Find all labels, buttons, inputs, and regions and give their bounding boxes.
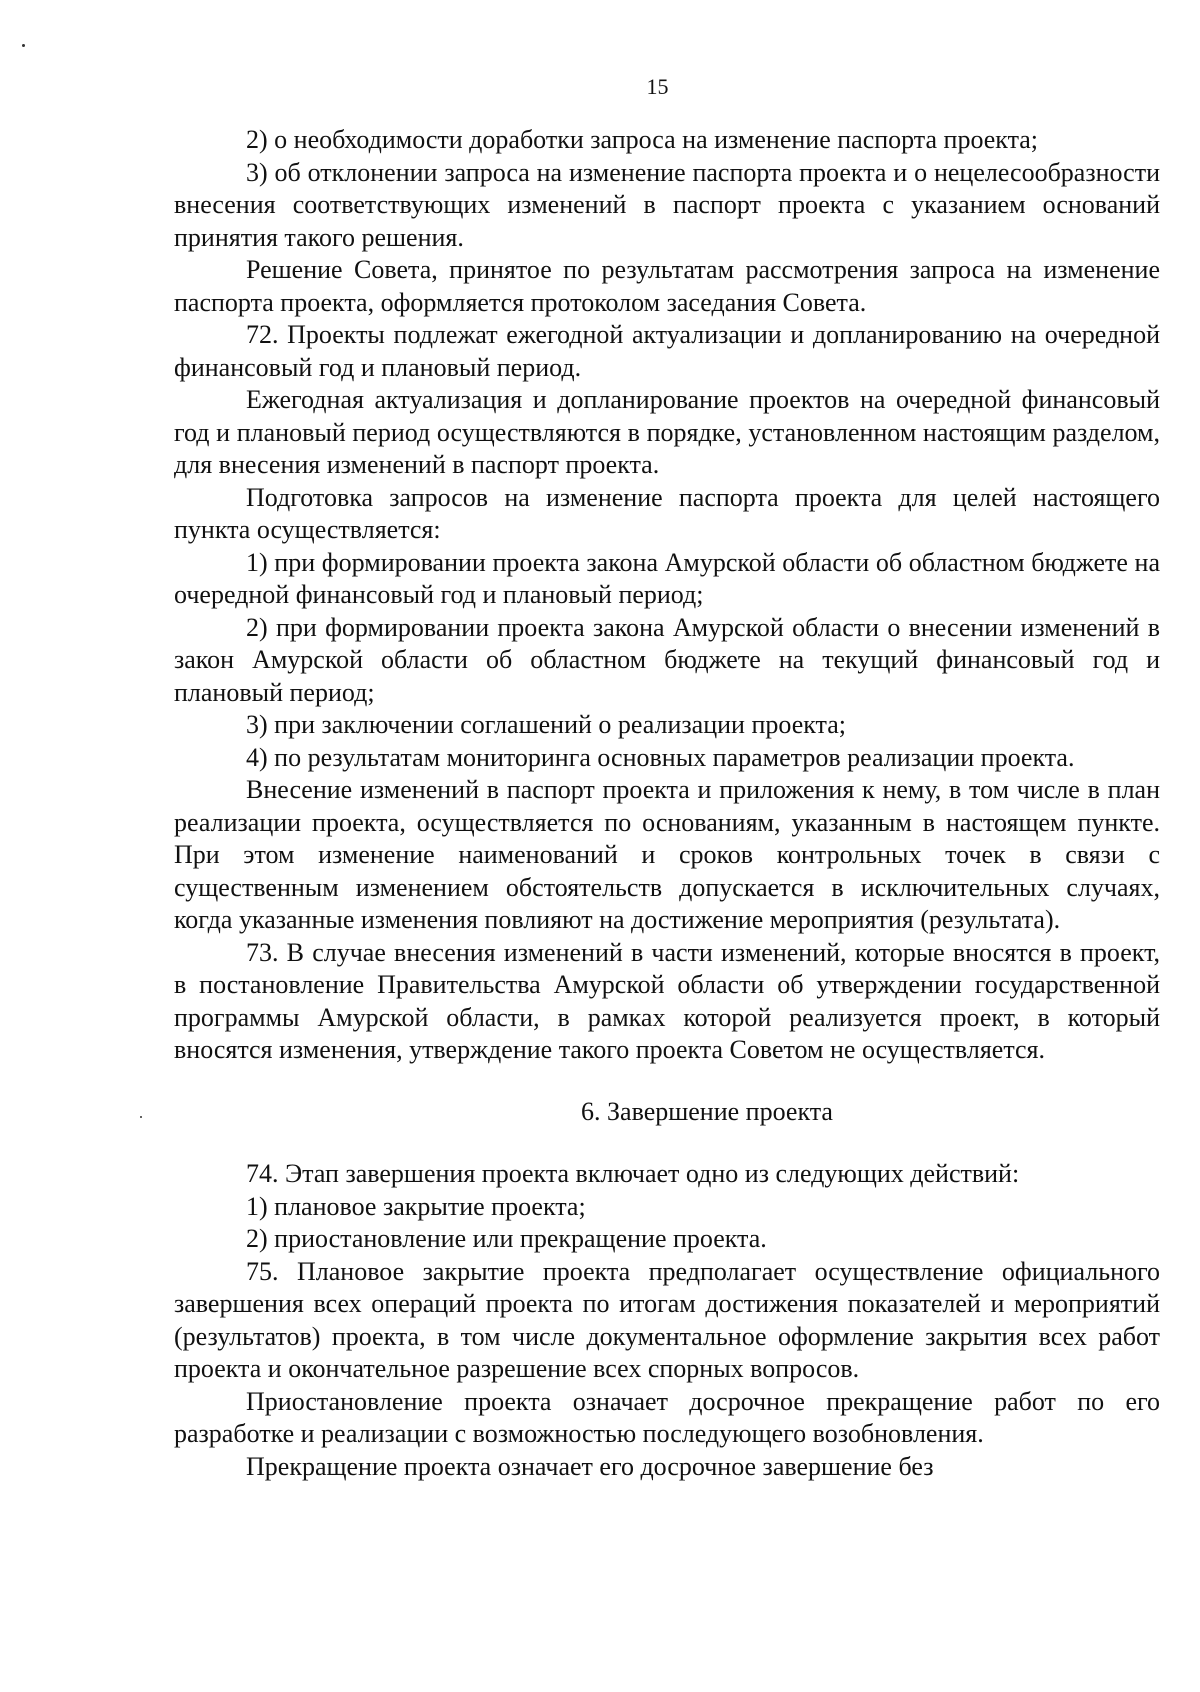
paragraph: 3) при заключении соглашений о реализации проекта;	[246, 710, 846, 739]
paragraph: 2) о необходимости доработки запроса на изменение паспорта проекта;	[246, 125, 1039, 154]
paragraph: Приостановление проекта означает досрочное прекращение работ по его разработке и реализации с возможностью последующего возобновления.	[174, 1386, 1160, 1448]
paragraph: 4) по результатам мониторинга основных параметров реализации проекта.	[246, 742, 1075, 772]
scan-speck	[22, 44, 25, 47]
paragraph: 73. В случае внесения изменений в части изменений, которые вносятся в проект, в постановление Правительства Амурской области об утверждении государственной программы Амурской области, в рамках которой реализуется проект, в который вносятся изменения, утверждение такого проекта Советом не осуществляется.	[174, 937, 1160, 1064]
paragraph: 75. Плановое закрытие проекта предполагает осуществление официального завершения всех операций проекта по итогам достижения показателей и мероприятий (результатов) проекта, в том числе документальное оформление закрытия всех работ проекта и окончательное разрешение всех спорных вопросов.	[174, 1256, 1160, 1383]
section-heading: 6. Завершение проекта	[581, 1096, 833, 1126]
paragraph: 2) при формировании проекта закона Амурской области о внесении изменений в закон Амурской области об областном бюджете на текущий финансовый год и плановый период;	[174, 612, 1160, 707]
paragraph: 2) приостановление или прекращение проекта.	[246, 1224, 767, 1253]
paragraph: Решение Совета, принятое по результатам рассмотрения запроса на изменение паспорта проекта, оформляется протоколом заседания Совета.	[174, 255, 1160, 317]
paragraph: 3) об отклонении запроса на изменение паспорта проекта и о нецелесообразности внесения соответствующих изменений в паспорт проекта с указанием оснований принятия такого решения.	[174, 157, 1160, 252]
paragraph: 1) при формировании проекта закона Амурской области об областном бюджете на очередной финансовый год и плановый период;	[174, 547, 1160, 609]
paragraph: Подготовка запросов на изменение паспорта проекта для целей настоящего пункта осуществляется:	[174, 482, 1160, 544]
paragraph: 74. Этап завершения проекта включает одно из следующих действий:	[246, 1159, 1020, 1188]
document-body	[174, 124, 1160, 1483]
paragraph: 72. Проекты подлежат ежегодной актуализации и допланированию на очередной финансовый год и плановый период.	[174, 320, 1160, 382]
paragraph: 1) плановое закрытие проекта;	[246, 1191, 586, 1221]
page-number: 15	[646, 74, 669, 99]
paragraph: Внесение изменений в паспорт проекта и приложения к нему, в том числе в план реализации проекта, осуществляется по основаниям, указанным в настоящем пункте. При этом изменение наименований и сроков контрольных точек в связи с существенным изменением обстоятельств допускается в исключительных случаях, когда указанные изменения повлияют на достижение мероприятия (результата).	[174, 775, 1160, 934]
paragraph: Ежегодная актуализация и допланирование проектов на очередной финансовый год и плановый период осуществляются в порядке, установленном настоящим разделом, для внесения изменений в паспорт проекта.	[174, 385, 1160, 479]
paragraph: Прекращение проекта означает его досрочное завершение без	[246, 1451, 934, 1481]
scan-speck	[140, 1116, 142, 1118]
